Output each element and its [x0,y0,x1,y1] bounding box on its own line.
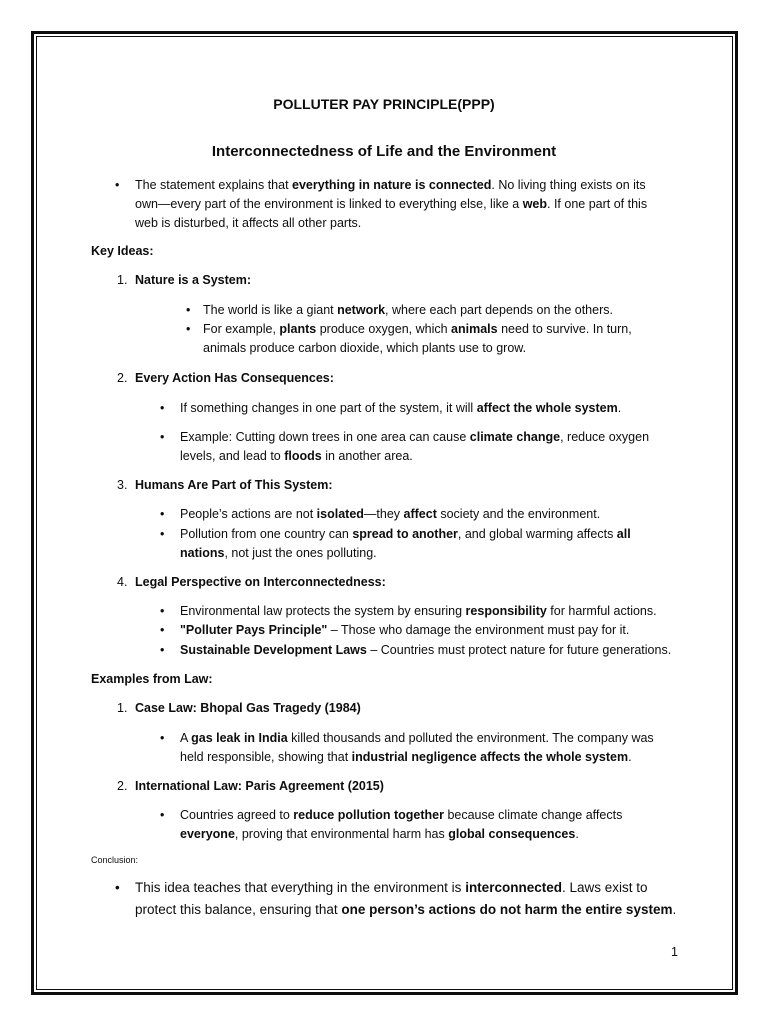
text-line [203,320,632,339]
section-title: Interconnectedness of Life and the Environment [211,143,557,160]
text-line [180,399,621,418]
list-number: 1. [117,701,128,715]
text-line [180,505,600,524]
list-item [160,806,622,844]
text: , not just the ones polluting. [224,546,377,560]
text-line [180,729,654,748]
list-number: 2. [117,779,128,793]
text: . [617,401,622,415]
bold-text: "Polluter Pays Principle" [180,623,328,637]
bold-text: global consequences [448,827,576,841]
key-idea-title: Legal Perspective on Interconnectedness: [135,575,386,589]
text-line [203,339,632,358]
bullet-text [180,525,631,563]
text-line [180,806,622,825]
text: because climate change affects [443,808,623,822]
text-line [180,428,649,447]
bold-text: animals [451,322,498,336]
conclusion-heading: Conclusion: [91,855,139,865]
bullet-icon: • [160,643,165,657]
bold-text: interconnected [465,880,562,895]
bullet-icon: • [160,808,165,822]
text: protect this balance, ensuring that [135,902,342,917]
bold-text: web [522,197,548,211]
bold-text: affect [403,507,437,521]
bold-text: floods [284,449,322,463]
bold-text: nations [180,546,225,560]
text-line [180,641,671,660]
list-number: 1. [117,273,128,287]
text-line [180,544,631,563]
text-line [180,748,654,767]
text: . No living thing exists on its [491,178,646,192]
bullet-icon: • [186,303,191,317]
bold-text: isolated [316,507,364,521]
text: If something changes in one part of the system, it will [180,401,477,415]
text-line [180,447,649,466]
text: , and global warming affects [457,527,617,541]
conclusion-bullet [115,877,676,921]
bold-text: industrial negligence affects the whole system [351,750,629,764]
bold-text: affect the whole system [476,401,618,415]
bullet-text [180,641,671,660]
bullet-icon: • [160,527,165,541]
list-item [186,301,613,320]
bold-text: one person’s actions do not harm the entire system [341,902,673,917]
text: animals produce carbon dioxide, which plants use to grow. [203,341,527,355]
bullet-icon: • [115,880,120,895]
text: , where each part depends on the others. [385,303,613,317]
text-line [135,214,647,233]
bold-text: all [616,527,631,541]
list-item [186,320,632,358]
text-line [180,525,631,544]
list-item [160,641,671,660]
bullet-text [203,301,613,320]
text: produce oxygen, which [316,322,452,336]
text: —they [363,507,404,521]
text-line [135,195,647,214]
intro-text [135,176,647,233]
example-2-heading [117,777,384,796]
list-number: 2. [117,371,128,385]
bullet-icon: • [160,623,165,637]
text: – Those who damage the environment must pay for it. [327,623,630,637]
bullet-icon: • [160,507,165,521]
text: People’s actions are not [180,507,317,521]
bold-text: reduce pollution together [293,808,444,822]
text-line [180,602,657,621]
bullet-icon: • [160,401,165,415]
bullet-text [180,806,622,844]
text-line [180,825,622,844]
list-item [160,525,631,563]
text: Environmental law protects the system by ensuring [180,604,466,618]
text: held responsible, showing that [180,750,352,764]
list-item [160,399,621,418]
text: in another area. [321,449,413,463]
bullet-text [180,621,629,640]
list-item [160,602,657,621]
example-title: International Law: Paris Agreement (2015) [135,779,384,793]
key-ideas-heading: Key Ideas: [91,244,154,258]
text: The statement explains that [135,178,293,192]
bullet-text [180,399,621,418]
key-idea-title: Nature is a System: [135,273,252,287]
bullet-text [203,320,632,358]
text-line [135,899,676,921]
text: The world is like a giant [203,303,338,317]
bold-text: Sustainable Development Laws [180,643,367,657]
text: For example, [203,322,280,336]
text: need to survive. In turn, [497,322,632,336]
bold-text: spread to another [352,527,458,541]
examples-heading: Examples from Law: [91,672,213,686]
example-title: Case Law: Bhopal Gas Tragedy (1984) [135,701,361,715]
bullet-text [180,428,649,466]
text-line [135,176,647,195]
bullet-icon: • [186,322,191,336]
text: for harmful actions. [546,604,657,618]
text: , reduce oxygen [560,430,650,444]
text: Countries agreed to [180,808,294,822]
text-line [135,877,676,899]
text: Pollution from one country can [180,527,353,541]
text: . If one part of this [547,197,648,211]
text: . [672,902,677,917]
key-idea-1-heading [117,271,251,290]
bold-text: gas leak in India [191,731,288,745]
text: – Countries must protect nature for future generations. [366,643,672,657]
text: A [180,731,192,745]
text: This idea teaches that everything in the environment is [135,880,466,895]
key-idea-title: Humans Are Part of This System: [135,478,333,492]
text: . Laws exist to [561,880,648,895]
bullet-text [180,505,600,524]
key-idea-title: Every Action Has Consequences: [135,371,334,385]
bold-text: responsibility [465,604,547,618]
text: killed thousands and polluted the environment. The company was [287,731,654,745]
list-number: 3. [117,478,128,492]
bullet-icon: • [115,178,120,192]
text: web is disturbed, it affects all other parts. [135,216,362,230]
text: levels, and lead to [180,449,285,463]
key-idea-2-heading [117,369,334,388]
bold-text: plants [279,322,317,336]
bullet-text [180,729,654,767]
bold-text: everything in nature is connected [292,178,492,192]
bullet-icon: • [160,430,165,444]
key-idea-3-heading [117,476,333,495]
key-idea-4-heading [117,573,386,592]
list-item [160,729,654,767]
text: society and the environment. [436,507,601,521]
bullet-text [180,602,657,621]
text: . [575,827,579,841]
bold-text: climate change [469,430,561,444]
text-line [180,621,629,640]
text: Example: Cutting down trees in one area can cause [180,430,470,444]
list-item [160,428,649,466]
list-item [160,621,629,640]
list-number: 4. [117,575,128,589]
conclusion-text [135,877,676,921]
intro-bullet [115,176,647,233]
example-1-heading [117,699,361,718]
text-line [203,301,613,320]
page-number: 1 [671,945,678,959]
bold-text: network [337,303,386,317]
bullet-icon: • [160,604,165,618]
document-title: POLLUTER PAY PRINCIPLE(PPP) [273,96,495,112]
list-item [160,505,600,524]
text: own—every part of the environment is linked to everything else, like a [135,197,523,211]
text: . [628,750,632,764]
text: , proving that environmental harm has [234,827,449,841]
bold-text: everyone [180,827,235,841]
bullet-icon: • [160,731,165,745]
